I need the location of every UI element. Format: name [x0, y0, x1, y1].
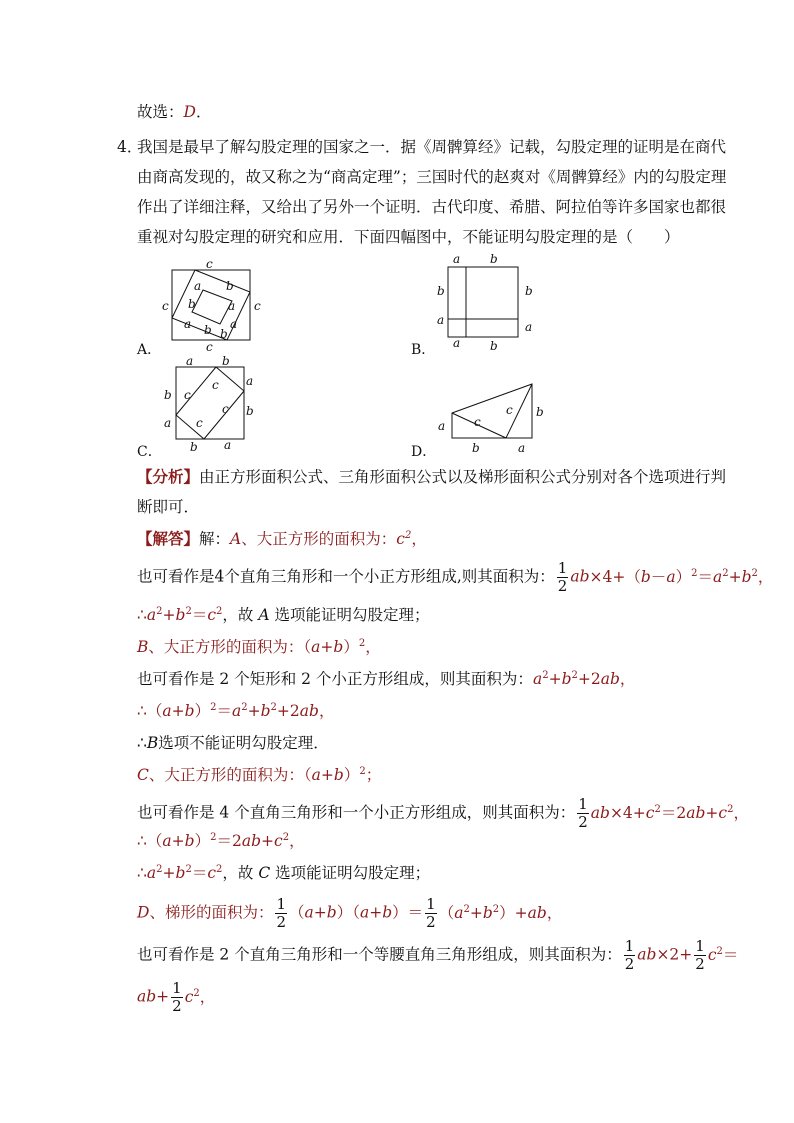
answer-choice: D — [183, 103, 196, 121]
figure-a — [160, 257, 261, 354]
question-line-1: 我国是最早了解勾股定理的国家之一．据《周髀算经》记载，勾股定理的证明是在商代 — [137, 138, 727, 156]
figure-b — [430, 252, 540, 359]
label-a: a — [518, 441, 526, 455]
solution-b-line-1: B、大正方形的面积为：$(a+b)^2$， — [137, 637, 381, 656]
question-number: 4． — [117, 138, 143, 156]
fraction-half: $\frac{1}{2}$ — [695, 937, 705, 973]
sol-b4-text: 选项不能证明勾股定理． — [158, 734, 329, 752]
fraction-half: $\frac{1}{2}$ — [172, 979, 182, 1015]
label-c: c — [474, 415, 481, 429]
answer-label: 故选： — [137, 103, 184, 121]
label-c-right: c — [254, 299, 261, 313]
solution-d-line-1: D、梯形的面积为： $\frac{1}{2}$ （a+b）（a+b）＝ $\frac{1}{2}$ $(a^2+b^2)+ab$， — [137, 895, 563, 931]
label-a: a — [164, 416, 172, 430]
label-a: a — [224, 438, 232, 452]
label-b: b — [222, 354, 230, 368]
fraction-half: $\frac{1}{2}$ — [624, 937, 635, 973]
sol-c2-text: 也可看作是 4 个直角三角形和一个小正方形组成，则其面积为： — [137, 803, 576, 822]
option-d-label: D． — [411, 444, 437, 460]
label-c: c — [184, 388, 191, 402]
solution-c-line-3: $\therefore(a+b)^2=2ab+c^2$， — [137, 831, 305, 850]
label-b: b — [190, 440, 198, 454]
label-c: c — [222, 402, 229, 416]
label-a: a — [246, 374, 254, 388]
label-c: c — [506, 403, 513, 417]
solution-c-line-1: C、大正方形的面积为：$(a+b)^2$； — [137, 765, 382, 784]
label-b: b — [472, 441, 480, 455]
label-b: b — [204, 323, 212, 337]
label-c: c — [196, 416, 203, 430]
label-c-top: c — [206, 257, 213, 271]
solution-a-line-2: 也可看作是4个直角三角形和一个小正方形组成,则其面积为： $\frac{1}{2}$ $ab\times 4+(b-a)^2=a^2+b^2$， — [137, 559, 774, 595]
analysis-line-1 — [137, 466, 726, 488]
fraction-half: $\frac{1}{2}$ — [557, 559, 568, 595]
fraction-half: $\frac{1}{2}$ — [276, 895, 286, 931]
solution-b-line-3: $\therefore(a+b)^2=a^2+b^2+2ab$， — [137, 701, 335, 720]
answer-tail: ． — [195, 103, 212, 121]
label-a: a — [230, 317, 238, 331]
fraction-half: $\frac{1}{2}$ — [426, 895, 436, 931]
option-b-label: B． — [411, 342, 436, 358]
solution-b-line-4: ∴B选项不能证明勾股定理． — [137, 734, 329, 752]
label-b: b — [490, 339, 498, 353]
label-a: a — [194, 279, 202, 293]
label-a: a — [184, 317, 192, 331]
label-b: b — [490, 252, 498, 266]
solution-tag: 【解答】 — [137, 529, 200, 548]
solution-a-line-3: $\therefore a^2+b^2=c^2$，故 A 选项能证明勾股定理； — [137, 605, 430, 624]
label-a: a — [525, 320, 533, 334]
label-b: b — [536, 405, 544, 419]
question-line-2: 由商高发现的，故又称之为“商高定理”；三国时代的赵爽对《周髀算经》内的勾股定理 — [137, 168, 727, 186]
sol-a2-text: 也可看作是4个直角三角形和一个小正方形组成,则其面积为： — [137, 567, 555, 586]
previous-answer — [137, 101, 211, 123]
analysis-line-2: 断即可． — [137, 498, 200, 516]
figure-c — [158, 355, 263, 459]
label-a: a — [453, 252, 461, 266]
analysis-text-1: 由正方形面积公式、三角形面积公式以及梯形面积公式分别对各个选项进行判 — [199, 468, 727, 486]
solution-a-line-1: 【解答】解：A、大正方形的面积为：$c^2$， — [137, 529, 427, 548]
label-b: b — [220, 327, 228, 341]
solution-c-line-2: 也可看作是 4 个直角三角形和一个小正方形组成，则其面积为： $\frac{1}{2}$ $ab\times 4+c^2=2ab+c^2$， — [137, 795, 749, 831]
label-a: a — [186, 354, 194, 368]
fraction-half: $\frac{1}{2}$ — [578, 795, 588, 831]
sol-a1-text: 、大正方形的面积为： — [241, 530, 397, 548]
analysis-tag: 【分析】 — [137, 467, 200, 486]
label-b: b — [226, 279, 234, 293]
option-c-label: C． — [137, 444, 162, 460]
label-a: a — [438, 419, 446, 433]
label-a: a — [437, 313, 445, 327]
solution-d-line-2: 也可看作是 2 个直角三角形和一个等腰直角三角形组成，则其面积为： $\frac{1}{2}$ ab×2+ $\frac{1}{2}$ $c^2=$ — [137, 937, 739, 973]
solution-start: 解： — [199, 530, 231, 548]
label-b: b — [164, 388, 172, 402]
option-a-label: A． — [137, 342, 162, 358]
solution-d-line-3: ab+ $\frac{1}{2}$ $c^2$， — [137, 979, 216, 1015]
sol-d2-text: 也可看作是 2 个直角三角形和一个等腰直角三角形组成，则其面积为： — [137, 945, 622, 964]
solution-b-line-2: 也可看作是 2 个矩形和 2 个小正方形组成，则其面积为：$a^2+b^2+2ab$， — [137, 669, 636, 688]
label-a: a — [453, 336, 461, 350]
question-line-4: 重视对勾股定理的研究和应用．下面四幅图中，不能证明勾股定理的是（ ） — [137, 228, 680, 246]
label-b: b — [437, 284, 445, 298]
label-c: c — [212, 378, 219, 392]
label-a: a — [228, 299, 236, 313]
solution-c-line-4: $\therefore a^2+b^2=c^2$，故 C 选项能证明勾股定理； — [137, 863, 431, 882]
label-b: b — [246, 404, 254, 418]
label-c-left: c — [162, 299, 169, 313]
label-b: b — [525, 284, 533, 298]
label-b: b — [188, 297, 196, 311]
label-c-bottom: c — [206, 340, 213, 354]
sol-b2-text: 也可看作是 2 个矩形和 2 个小正方形组成，则其面积为： — [137, 670, 533, 688]
question-line-3: 作出了详细注释，又给出了另外一个证明．古代印度、希腊、阿拉伯等许多国家也都很 — [137, 198, 727, 216]
figure-d — [432, 378, 557, 462]
